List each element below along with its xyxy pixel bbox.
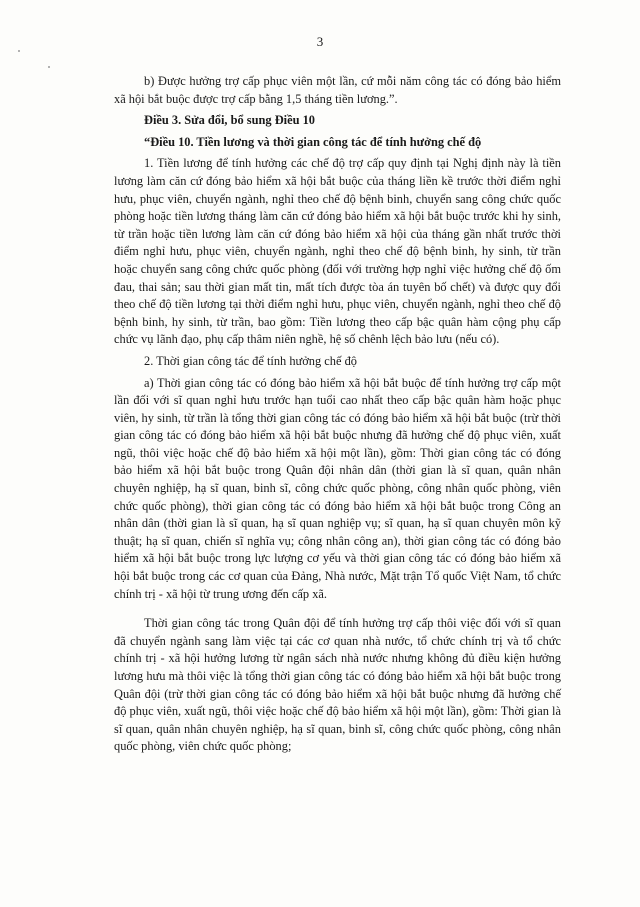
paragraph-tien-luong: 1. Tiền lương để tính hưởng các chế độ trợ cấp quy định tại Nghị định này là tiền lương làm căn cứ đóng bảo hiểm xã hội bắt buộc của tháng liền kề trước thời điểm nghỉ hưu, phục viên, chuyển ngành, nghỉ theo chế độ bệnh binh, chuyển sang công chức quốc phòng hoặc tiền lương tháng làm căn cứ đóng bảo hiểm xã hội bắt buộc trước khi hy sinh, từ trần hoặc tiền lương làm căn cứ đóng bảo hiểm xã hội của tháng gần nhất trước thời điểm nghỉ hưu, phục viên, chuyển ngành, nghỉ theo chế độ bệnh binh, hy sinh, từ trần hoặc chuyển sang công chức quốc phòng (đối với trường hợp nghỉ việc hưởng chế độ ốm đau, thai sản; sau thời gian mất tin, mất tích được tòa án tuyên bố chết) và được quy đổi theo chế độ tiền lương tại thời điểm nghỉ hưu, phục viên, chuyển ngành, nghỉ theo chế độ bệnh binh, hy sinh, từ trần, bao gồm: Tiền lương theo cấp bậc quân hàm cộng phụ cấp chức vụ lãnh đạo, phụ cấp thâm niên nghề, hệ số chênh lệch bảo lưu (nếu có). bbox=[114, 156, 561, 347]
article-3-heading: Điều 3. Sửa đổi, bổ sung Điều 10 bbox=[144, 113, 315, 128]
paragraph-thoi-viec: Thời gian công tác trong Quân đội để tính hưởng trợ cấp thôi việc đối với sĩ quan đã chuyển ngành sang làm việc tại các cơ quan nhà nước, tổ chức chính trị và tổ chức chính trị - xã hội hưởng lương từ ngân sách nhà nước nhưng không đủ điều kiện hưởng lương hưu mà thôi việc là tổng thời gian công tác có đóng bảo hiểm xã hội bắt buộc trong Quân đội (trừ thời gian công tác có đóng bảo hiểm xã hội bắt buộc nhưng đã hưởng chế độ phục viên, xuất ngũ, thôi việc hoặc chế độ bảo hiểm xã hội một lần), gồm: Thời gian là sĩ quan, quân nhân chuyên nghiệp, hạ sĩ quan, binh sĩ, công chức quốc phòng, công nhân quốc phòng, viên chức quốc phòng; bbox=[114, 616, 561, 754]
paragraph-thoi-gian-cong-tac: 2. Thời gian công tác để tính hưởng chế độ bbox=[144, 353, 357, 368]
document-body bbox=[114, 73, 561, 756]
page-number: 3 bbox=[316, 34, 324, 49]
article-10-heading: “Điều 10. Tiền lương và thời gian công tác để tính hưởng chế độ bbox=[144, 134, 482, 149]
scan-speck bbox=[18, 50, 20, 52]
paragraph-trop-cap-phuc-vien: b) Được hưởng trợ cấp phục viên một lần, cứ mỗi năm công tác có đóng bảo hiểm xã hội bắt buộc được trợ cấp bằng 1,5 tháng tiền lương.”. bbox=[114, 74, 561, 106]
scan-speck bbox=[48, 66, 50, 68]
paragraph-muc-a: a) Thời gian công tác có đóng bảo hiểm xã hội bắt buộc để tính hưởng trợ cấp một lần đối với sĩ quan nghỉ hưu trước hạn tuổi cao nhất theo cấp bậc quân hàm hoặc phục viên, hy sinh, từ trần là tổng thời gian công tác có đóng bảo hiểm xã hội bắt buộc (trừ thời gian công tác có đóng bảo hiểm xã hội bắt buộc nhưng đã hưởng chế độ phục viên, xuất ngũ, thôi việc hoặc chế độ bảo hiểm xã hội một lần), gồm: Thời gian công tác có đóng bảo hiểm xã hội bắt buộc trong Quân đội nhân dân (thời gian là sĩ quan, quân nhân chuyên nghiệp, hạ sĩ quan, binh sĩ, công chức quốc phòng, công nhân quốc phòng, viên chức quốc phòng), thời gian công tác có đóng bảo hiểm xã hội bắt buộc trong Công an nhân dân (thời gian là sĩ quan, hạ sĩ quan nghiệp vụ; sĩ quan, hạ sĩ quan chuyên môn kỹ thuật; hạ sĩ quan, chiến sĩ nghĩa vụ; công nhân công an), thời gian công tác có đóng bảo hiểm xã hội bắt buộc trong lực lượng cơ yếu và thời gian công tác có đóng bảo hiểm xã hội bắt buộc trong các cơ quan của Đảng, Nhà nước, Mặt trận Tổ quốc Việt Nam, tổ chức chính trị - xã hội từ trung ương đến cấp xã. bbox=[114, 375, 561, 601]
